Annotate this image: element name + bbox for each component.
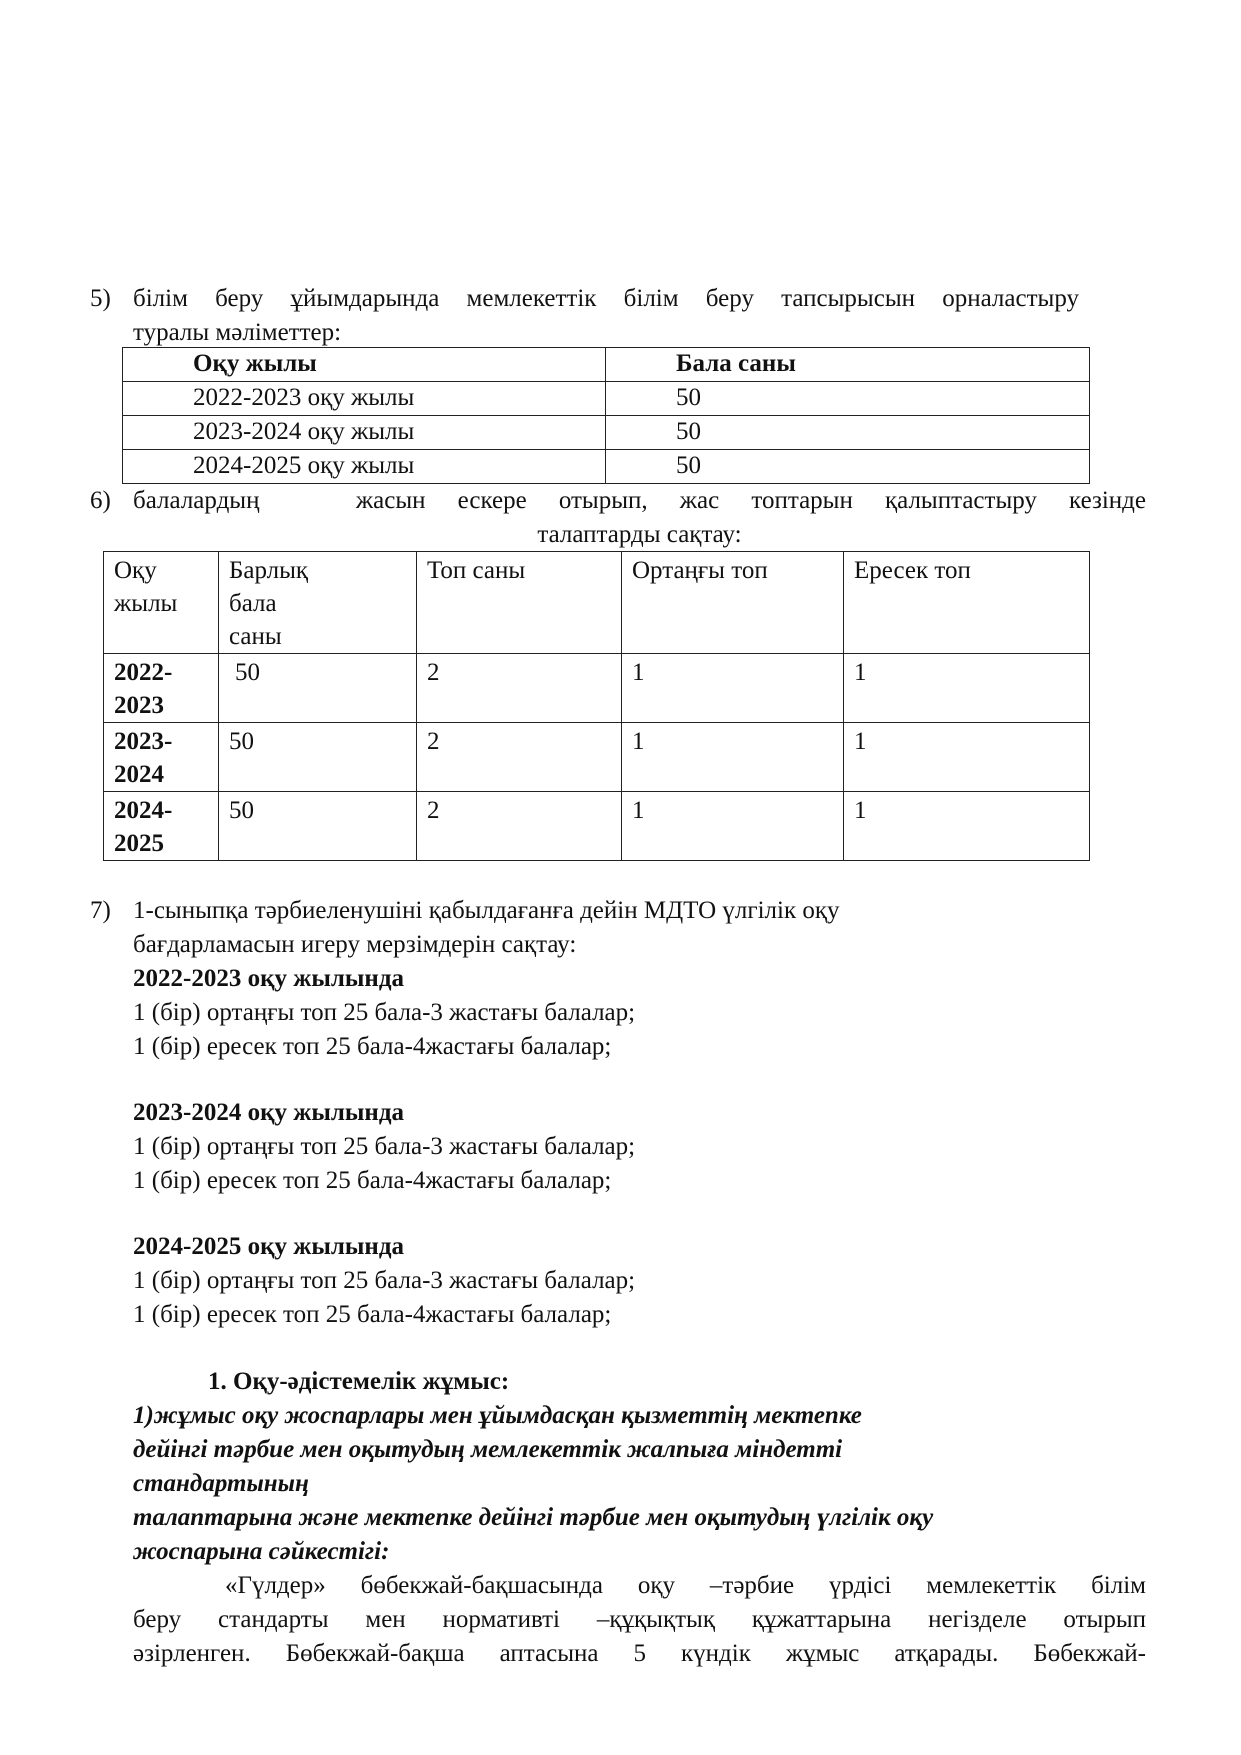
item-7-line-1: 1-сыныпқа тәрбиеленушіні қабылдағанға дейін МДТО үлгілік оқу bbox=[133, 897, 840, 924]
table-row bbox=[104, 723, 1090, 792]
state-order-table bbox=[122, 347, 1090, 484]
table-header-row bbox=[123, 348, 1090, 382]
paragraph-line: әзірленген. Бөбекжай-бақша аптасына 5 күндік жұмыс атқарады. Бөбекжай- bbox=[133, 1640, 1146, 1667]
year-line: 1 (бір) ересек топ 25 бала-4жастағы балалар; bbox=[133, 1033, 612, 1060]
year-heading: 2023-2024 оқу жылында bbox=[133, 1099, 404, 1126]
table-cell: 2024-2025 оқу жылы bbox=[123, 450, 606, 484]
item-5-line-1: білім беру ұйымдарында мемлекеттік білім беру тапсырысын орналастыру bbox=[133, 285, 1079, 312]
table-row bbox=[123, 382, 1090, 416]
table-cell: 1 bbox=[844, 792, 1090, 861]
year-heading: 2022-2023 оқу жылында bbox=[133, 965, 404, 992]
section-heading: 1. Оқу-әдістемелік жұмыс: bbox=[208, 1368, 510, 1395]
year-line: 1 (бір) ересек топ 25 бала-4жастағы балалар; bbox=[133, 1301, 612, 1328]
year-line: 1 (бір) ортаңғы топ 25 бала-3 жастағы балалар; bbox=[133, 1267, 636, 1294]
year-line: 1 (бір) ортаңғы топ 25 бала-3 жастағы балалар; bbox=[133, 999, 636, 1026]
table-row bbox=[123, 416, 1090, 450]
item-7-number: 7) bbox=[90, 897, 111, 924]
table-cell: 2 bbox=[417, 723, 622, 792]
table-cell: 1 bbox=[622, 654, 844, 723]
table-row bbox=[123, 450, 1090, 484]
table-row bbox=[104, 792, 1090, 861]
year-line: 1 (бір) ортаңғы топ 25 бала-3 жастағы балалар; bbox=[133, 1133, 636, 1160]
item-5-number: 5) bbox=[90, 285, 111, 312]
table-cell: 50 bbox=[606, 416, 1090, 450]
table-header-row bbox=[104, 552, 1090, 654]
item-5-line-2: туралы мәліметтер: bbox=[133, 319, 342, 346]
header-group-count: Топ саны bbox=[417, 552, 622, 654]
section-italic-line: дейінгі тәрбие мен оқытудың мемлекеттік жалпыға міндетті bbox=[133, 1436, 843, 1463]
section-italic-line: жоспарына сәйкестігі: bbox=[133, 1538, 390, 1565]
paragraph-line: беру стандарты мен нормативті –құқықтық құжаттарына негізделе отырып bbox=[133, 1606, 1146, 1633]
table-cell: 1 bbox=[844, 654, 1090, 723]
row-year: 2024-2025 bbox=[114, 797, 173, 857]
item-6-number: 6) bbox=[90, 487, 111, 514]
table-cell: 2023-2024 оқу жылы bbox=[123, 416, 606, 450]
paragraph-line: «Гүлдер» бөбекжай-бақшасында оқу –тәрбие үрдісі мемлекеттік білім bbox=[225, 1572, 1146, 1599]
row-year: 2022-2023 bbox=[114, 659, 173, 719]
item-6-line-2: талаптарды сақтау: bbox=[537, 521, 742, 548]
age-groups-table bbox=[103, 551, 1090, 861]
table-cell: 50 bbox=[219, 723, 417, 792]
table-cell: 1 bbox=[622, 792, 844, 861]
header-middle-group: Ортаңғы топ bbox=[622, 552, 844, 654]
year-line: 1 (бір) ересек топ 25 бала-4жастағы балалар; bbox=[133, 1167, 612, 1194]
section-italic-line: талаптарына және мектепке дейінгі тәрбие мен оқытудың үлгілік оқу bbox=[133, 1504, 934, 1531]
section-italic-line: стандартының bbox=[133, 1470, 309, 1497]
table-cell: 1 bbox=[844, 723, 1090, 792]
table-cell: 50 bbox=[606, 382, 1090, 416]
table-row bbox=[104, 654, 1090, 723]
table-cell: 50 bbox=[219, 792, 417, 861]
section-italic-line: 1)жұмыс оқу жоспарлары мен ұйымдасқан қызметтің мектепке bbox=[133, 1402, 862, 1429]
table-cell: 50 bbox=[219, 654, 417, 723]
table-cell: 2 bbox=[417, 792, 622, 861]
year-heading: 2024-2025 оқу жылында bbox=[133, 1233, 404, 1260]
header-children-count: Бала саны bbox=[676, 350, 796, 377]
row-year: 2023-2024 bbox=[114, 728, 173, 788]
header-senior-group: Ересек топ bbox=[844, 552, 1090, 654]
header-study-year: Оқу жылы bbox=[104, 552, 219, 654]
item-6-line-1: балалардың жасын ескере отырып, жас топтарын қалыптастыру кезінде bbox=[133, 487, 1146, 514]
header-study-year: Оқу жылы bbox=[193, 350, 317, 377]
header-total-children: Барлық бала саны bbox=[219, 552, 417, 654]
table-cell: 1 bbox=[622, 723, 844, 792]
table-cell: 2 bbox=[417, 654, 622, 723]
table-cell: 2022-2023 оқу жылы bbox=[123, 382, 606, 416]
table-cell: 50 bbox=[606, 450, 1090, 484]
item-7-line-2: бағдарламасын игеру мерзімдерін сақтау: bbox=[133, 931, 577, 958]
